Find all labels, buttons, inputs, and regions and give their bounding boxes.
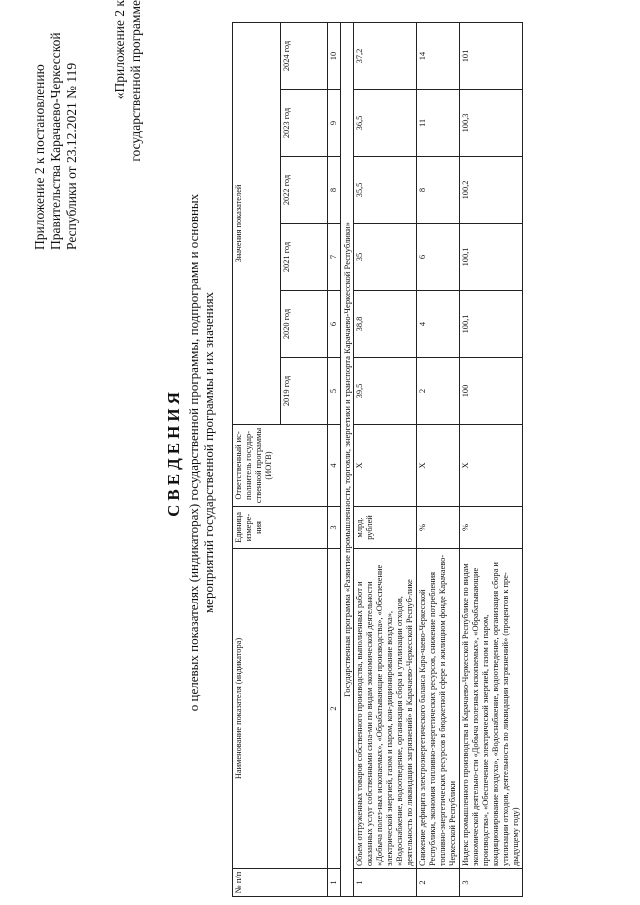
annex-line-1: Приложение 2 к постановлению	[32, 64, 47, 250]
indicator-value: 38,8	[354, 291, 417, 358]
program-title: Государственная программа «Развитие промышленности, торговли, энергетики и транспорта Карачаево-Черкесской Республики»	[341, 22, 354, 896]
column-number-row	[328, 22, 341, 896]
document-subtitle	[186, 100, 216, 805]
subtitle-line-2: мероприятий государственной программы и их значениях	[201, 291, 216, 614]
column-number: 8	[328, 157, 341, 224]
indicator-value: 101	[460, 22, 523, 89]
indicator-value: 100,2	[460, 157, 523, 224]
header-responsible: Ответственный ис-полнитель государ-ственной программы (ИОГВ)	[233, 425, 328, 507]
column-number: 10	[328, 22, 341, 89]
header-values: Значения показателей	[233, 22, 281, 424]
indicator-unit: %	[417, 507, 460, 549]
header-year: 2023 год	[280, 90, 328, 157]
annex-line-2: Правительства Карачаево-Черкесской	[48, 32, 63, 250]
header-unit: Единица измере-ния	[233, 507, 328, 549]
indicator-responsible: X	[354, 425, 417, 507]
table-row	[417, 22, 460, 896]
header-year: 2020 год	[280, 291, 328, 358]
indicator-value: 2	[417, 358, 460, 425]
header-num: № п/п	[233, 869, 328, 897]
indicators-table	[232, 22, 523, 897]
indicator-value: 37,2	[354, 22, 417, 89]
subtitle-line-1: о целевых показателях (индикаторах) государственной программы, подпрограмм и основных	[186, 193, 201, 712]
annex-program-line-1: «Приложение 2 к	[112, 0, 127, 100]
column-number: 1	[328, 869, 341, 897]
indicator-value: 35	[354, 224, 417, 291]
annex-program-line-2: государственной программе	[128, 0, 143, 162]
indicator-value: 36,5	[354, 90, 417, 157]
indicator-value: 100,1	[460, 291, 523, 358]
indicator-responsible: X	[417, 425, 460, 507]
column-number: 5	[328, 358, 341, 425]
indicator-value: 6	[417, 224, 460, 291]
table-row	[460, 22, 523, 896]
indicator-value: 100,3	[460, 90, 523, 157]
header-year: 2022 год	[280, 157, 328, 224]
annex-program-note	[112, 0, 144, 165]
indicator-unit: %	[460, 507, 523, 549]
indicator-name: Индекс промышленного производства в Карачаево-Черкесской Республике по видам экономической деятельно-сти «Добыча полезных ископаемых», «Обрабатывающие производства», «Обеспечение электрической энергией, газом и паром, кондиционирование воздуха», «Водоснабжение, водоотведение, организация сбора и утилизации отходов, деятельность по ликвидации загрязнений» (процентов к пре-дыдущему году)	[460, 549, 523, 869]
row-num: 3	[460, 869, 523, 897]
indicator-value: 11	[417, 90, 460, 157]
table-row	[354, 22, 417, 896]
header-year: 2019 год	[280, 358, 328, 425]
program-title-row	[341, 22, 354, 896]
column-number: 7	[328, 224, 341, 291]
indicator-unit: млрд. рублей	[354, 507, 417, 549]
indicator-value: 39,5	[354, 358, 417, 425]
indicator-name: Снижение дефицита электроэнергетического баланса Кара-чаево-Черкесской Республики, экономия топливно-энергетических ресурсов, снижение потребления топливно-энергетических ресурсов в бюджетной сфере и жилищном фонде Карачаево-Черкесской Республики	[417, 549, 460, 869]
indicator-value: 14	[417, 22, 460, 89]
indicator-value: 100,1	[460, 224, 523, 291]
indicator-value: 35,5	[354, 157, 417, 224]
row-num: 2	[417, 869, 460, 897]
header-row-top	[233, 22, 281, 896]
annex-resolution-note	[32, 0, 80, 250]
column-number: 4	[328, 425, 341, 507]
column-number: 9	[328, 90, 341, 157]
header-year: 2021 год	[280, 224, 328, 291]
header-name: Наименование показателя (индикатора)	[233, 549, 328, 869]
indicator-value: 100	[460, 358, 523, 425]
indicator-value: 8	[417, 157, 460, 224]
indicator-responsible: X	[460, 425, 523, 507]
row-num: 1	[354, 869, 417, 897]
column-number: 3	[328, 507, 341, 549]
column-number: 6	[328, 291, 341, 358]
indicator-name: Объем отгруженных товаров собственного производства, выполненных работ и оказанных услуг собственными сила-ми по видам экономической деятельности «Добыча полез-ных ископаемых», «Обрабатывающие производства», «Обеспечение электрической энергией, газом и паром, кон-диционирование воздуха», «Водоснабжение, водоотведение, организация сбора и утилизации отходов, деятельность по ликвидации загрязнений» в Карачаево-Черкесской Респуб-лике	[354, 549, 417, 869]
column-number: 2	[328, 549, 341, 869]
annex-line-3: Республики от 23.12.2021 № 119	[64, 62, 79, 250]
header-year: 2024 год	[280, 22, 328, 89]
indicator-value: 4	[417, 291, 460, 358]
document-title: СВЕДЕНИЯ	[164, 388, 183, 517]
